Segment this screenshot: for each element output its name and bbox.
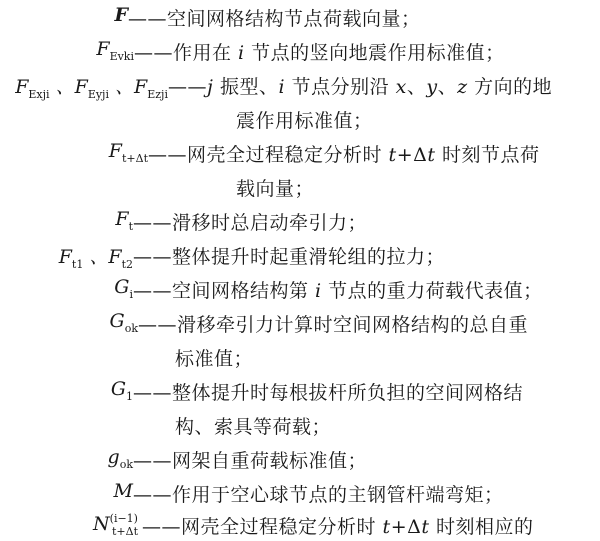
definition: ——空间网格结构节点荷载向量；: [128, 8, 421, 30]
symbol: $F_{Exji}$ 、$F_{Eyji}$ 、$F_{Ezji}$: [15, 76, 168, 101]
symbol: $G_1$: [110, 378, 133, 403]
definition: ——滑移时总启动牵引力；: [133, 212, 368, 234]
symbol: $F_{Evki}$: [96, 38, 134, 63]
definition: ——整体提升时起重滑轮组的拉力；: [133, 246, 446, 268]
symbol: $g_{ok}$: [107, 446, 133, 471]
symbol: $G_{ok}$: [109, 310, 138, 335]
definition: ——作用在 i 节点的竖向地震作用标准值；: [134, 42, 505, 64]
symbol: $F_{t1}$ 、$F_{t2}$: [58, 246, 133, 271]
definition: ——作用于空心球节点的主钢管杆端弯矩；: [133, 484, 504, 506]
definition: ——网壳全过程稳定分析时 t+Δt 时刻相应的: [142, 516, 534, 538]
definition: ——网壳全过程稳定分析时 t+Δt 时刻节点荷: [148, 144, 540, 166]
definition: ——网架自重荷载标准值；: [133, 450, 368, 472]
definition-continuation: 载向量；: [236, 178, 315, 200]
symbol: $G_i$: [114, 276, 133, 301]
symbol: $N^{(i-1)}_{t+\Delta t}$: [93, 512, 138, 538]
definition-continuation: 震作用标准值；: [236, 110, 373, 132]
definition-continuation: 构、索具等荷载；: [175, 416, 332, 438]
symbol: $F_{t+\Delta t}$: [108, 140, 148, 165]
definition: ——整体提升时每根拔杆所负担的空间网格结: [133, 382, 524, 404]
symbol: M: [113, 480, 133, 502]
definition-continuation: 标准值；: [175, 348, 254, 370]
definition: ——滑移牵引力计算时空间网格结构的总自重: [138, 314, 529, 336]
symbol: $F_t$: [115, 208, 133, 233]
definition: ——空间网格结构第 i 节点的重力荷载代表值；: [133, 280, 543, 302]
symbol: F: [114, 4, 128, 26]
definition: ——j 振型、i 节点分别沿 x、y、z 方向的地: [168, 76, 553, 98]
